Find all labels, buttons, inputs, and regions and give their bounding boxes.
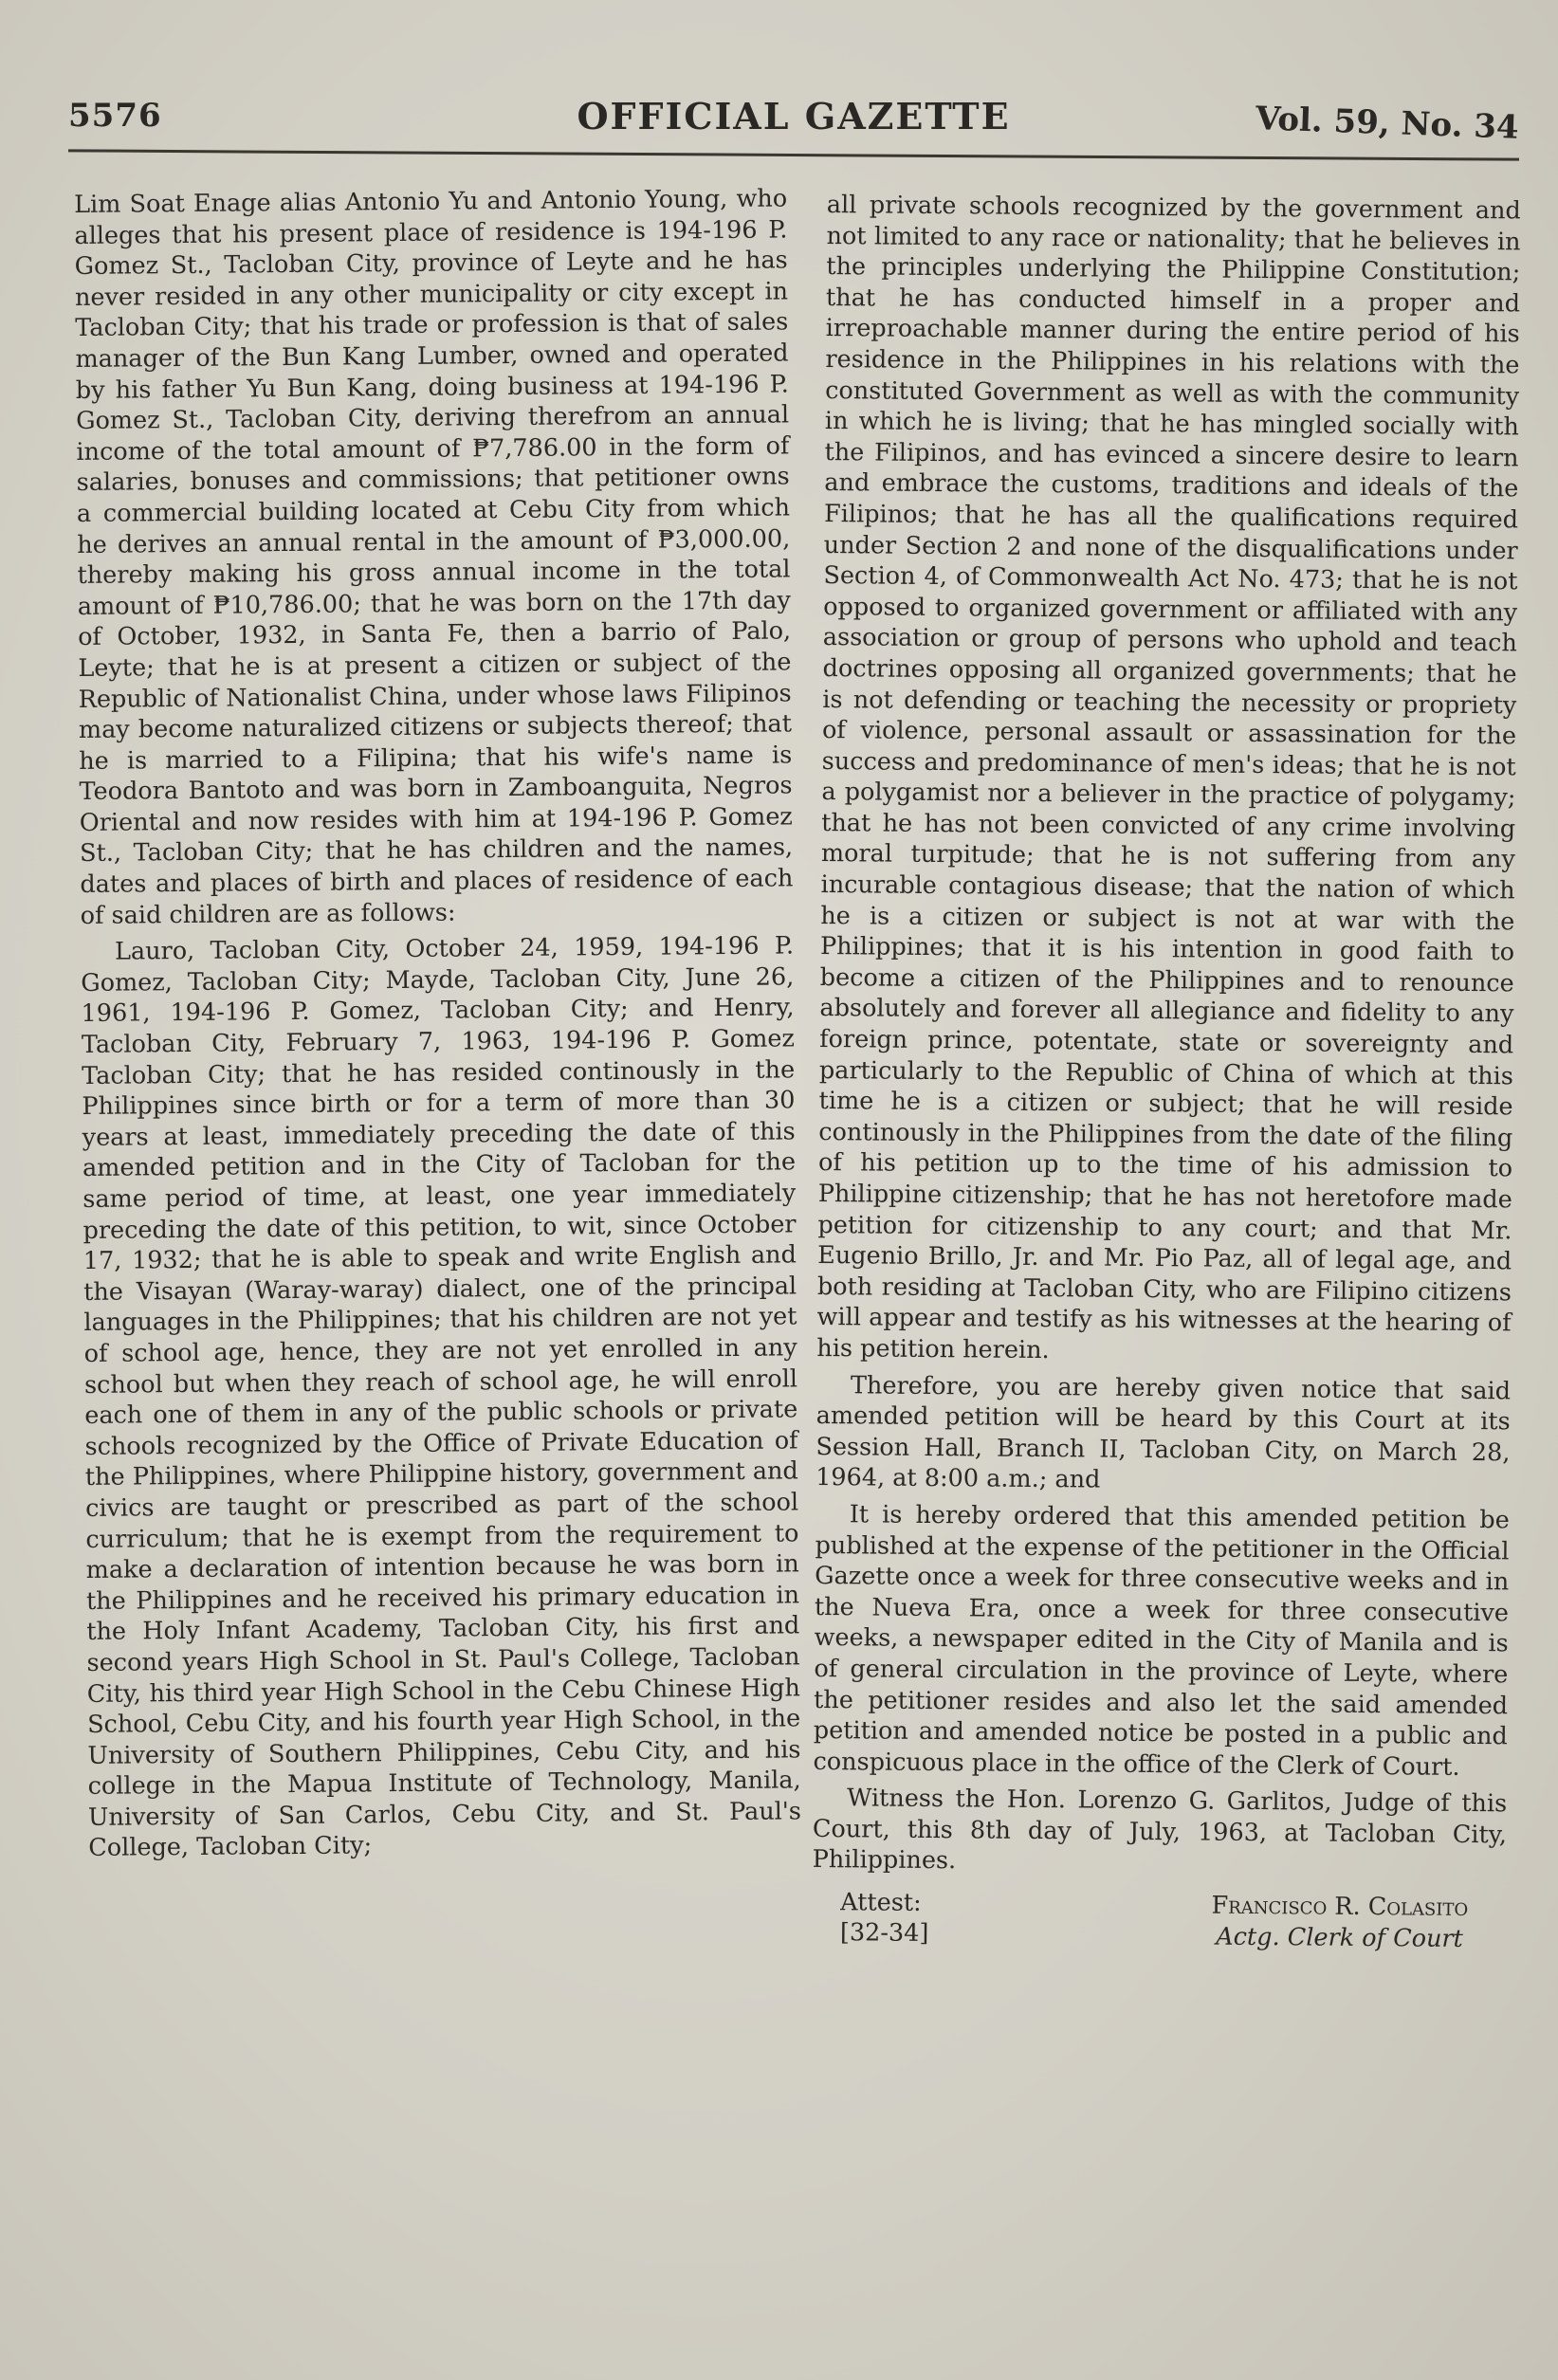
page-header: [68, 91, 1520, 147]
left-column: [74, 183, 801, 1864]
witness-paragraph: Witness the Hon. Lorenzo G. Garlitos, Judge of this Court, this 8th day of July, 1963, at Tacloban City, Philippines.: [812, 1784, 1508, 1876]
attest-label: Attest:: [840, 1888, 922, 1918]
attestation-block: [812, 1887, 1507, 1959]
header-rule: [68, 149, 1519, 160]
volume-number: Vol. 59, No. 34: [1255, 100, 1520, 147]
signature-block: [1211, 1891, 1468, 1955]
signer-title: Actg. Clerk of Court: [1216, 1922, 1464, 1953]
publication-title: OFFICIAL GAZETTE: [577, 95, 1011, 137]
petition-paragraph-1: Lim Soat Enage alias Antonio Yu and Antonio Young, who alleges that his present place of residence is 194-196 P. Gomez St., Tacloban City, province of Leyte and he has never resided in any other municipality or city except in Tacloban City; that his trade or profession is that of sales manager of the Bun Kang Lumber, owned and operated by his father Yu Bun Kang, doing business at 194-196 P. Gomez St., Tacloban City, deriving therefrom an annual income of the total amount of ₱7,786.00 in the form of salaries, bonuses and commissions; that petitioner owns a commercial building located at Cebu City from which he derives an annual rental in the amount of ₱3,000.00, thereby making his gross annual income in the total amount of ₱10,786.00; that he was born on the 17th day of October, 1932, in Santa Fe, then a barrio of Palo, Leyte; that he is at present a citizen or subject of the Republic of Nationalist China, under whose laws Filipinos may become naturalized citizens or subjects thereof; that he is married to a Filipina; that his wife's name is Teodora Bantoto and was born in Zamboanguita, Negros Oriental and now resides with him at 194-196 P. Gomez St., Tacloban City; that he has children and the names, dates and places of birth and places of residence of each of said children are as follows:: [74, 184, 794, 930]
hearing-notice-paragraph: Therefore, you are hereby given notice that said amended petition will be heard by this Court at its Session Hall, Branch II, Tacloban City, on March 28, 1964, at 8:00 a.m.; and: [816, 1370, 1512, 1494]
petition-paragraph-3: all private schools recognized by the government and not limited to any race or nationality; that he believes in the principles underlying the Philippine Constitution; that he has conducted himself in a proper and irreproachable manner during the entire period of his residence in the Philippines in his relations with the constituted Government as well as with the community in which he is living; that he has mingled socially with the Filipinos, and has evinced a sincere desire to learn and embrace the customs, traditions and ideals of the Filipinos; that he has all the qualifications required under Section 2 and none of the disqualifications under Section 4, of Commonwealth Act No. 473; that he is not opposed to organized government or affiliated with any association or group of persons who uphold and teach doctrines opposing all organized governments; that he is not defending or teaching the necessity or propriety of violence, personal assault or assassination for the success and predominance of men's ideas; that he is not a polygamist nor a believer in the practice of polygamy; that he has not been convicted of any crime involving moral turpitude; that he is not suffering from any incurable contagious disease; that the nation of which he is a citizen or subject is not at war with the Philippines; that it is his intention in good faith to become a citizen of the Philippines and to renounce absolutely and forever all allegiance and fidelity to any foreign prince, potentate, state or sovereignty and particularly to the Republic of China of which at this time he is a citizen or subject; that he will reside continously in the Philippines from the date of the filing of his petition up to the time of his admission to Philippine citizenship; that he has not heretofore made petition for citizenship to any court; and that Mr. Eugenio Brillo, Jr. and Mr. Pio Paz, all of legal age, and both residing at Tacloban City, who are Filipino citizens will appear and testify as his witnesses at the hearing of his petition herein.: [816, 190, 1521, 1365]
petition-paragraph-2: Lauro, Tacloban City, October 24, 1959, 194-196 P. Gomez, Tacloban City; Mayde, Tacloban City, June 26, 1961, 194-196 P. Gomez, Tacloban City; and Henry, Tacloban City, February 7, 1963, 194-196 P. Gomez Tacloban City; that he has resided continously in the Philippines since birth or for a term of more than 30 years at least, immediately preceding the date of this amended petition and in the City of Tacloban for the same period of time, at least, one year immediately preceding the date of this petition, to wit, since October 17, 1932; that he is able to speak and write English and the Visayan (Waray-waray) dialect, one of the principal languages in the Philippines; that his children are not yet of school age, hence, they are not yet enrolled in any school but when they reach of school age, he will enroll each one of them in any of the public schools or private schools recognized by the Office of Private Education of the Philippines, where Philippine history, government and civics are taught or prescribed as part of the school curriculum; that he is exempt from the requirement to make a declaration of intention because he was born in the Philippines and he received his primary education in the Holy Infant Academy, Tacloban City, his first and second years High School in St. Paul's College, Tacloban City, his third year High School in the Cebu Chinese High School, Cebu City, and his fourth year High School, in the University of Southern Philippines, Cebu City, and his college in the Mapua Institute of Technology, Manila, University of San Carlos, Cebu City, and St. Paul's College, Tacloban City;: [81, 931, 802, 1863]
attest-left: [840, 1887, 929, 1949]
publication-order-paragraph: It is hereby ordered that this amended petition be published at the expense of the petitioner in the Official Gazette once a week for three consecutive weeks and in the Nueva Era, once a week for three consecutive weeks, a newspaper edited in the City of Manila and is of general circulation in the province of Leyte, where the petitioner resides and also let the said amended petition and amended notice be posted in a public and conspicuous place in the office of the Clerk of Court.: [813, 1500, 1510, 1782]
right-column: [812, 190, 1521, 1959]
issue-reference: [32-34]: [839, 1918, 929, 1949]
page-number: 5576: [68, 97, 162, 135]
signer-name: Francisco R. Colasito: [1211, 1891, 1469, 1923]
